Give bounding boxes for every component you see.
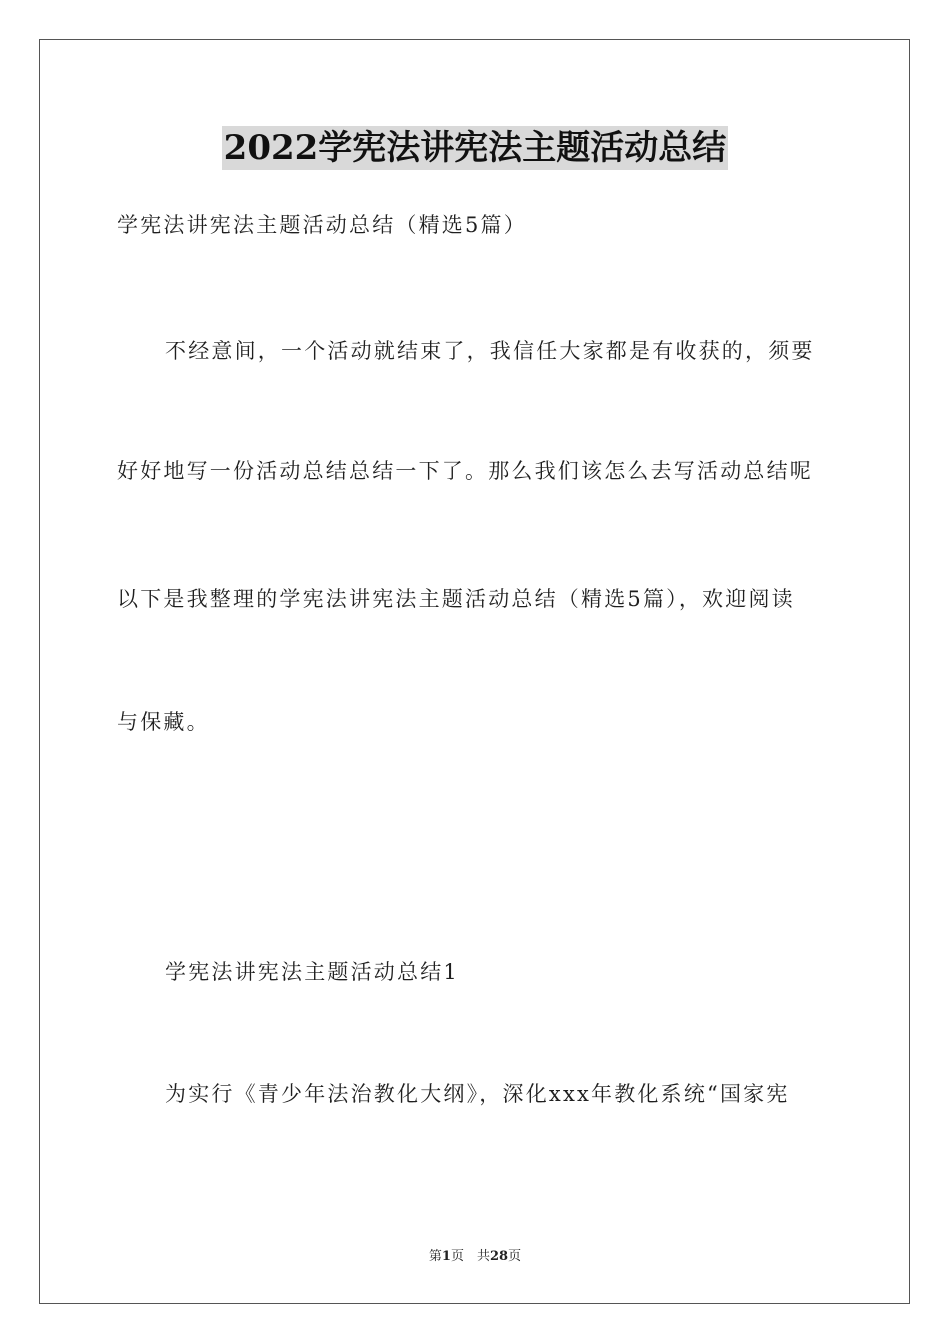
document-title: 2022学宪法讲宪法主题活动总结 xyxy=(223,128,727,168)
paragraph-line: 好好地写一份活动总结总结一下了。那么我们该怎么去写活动总结呢 xyxy=(117,459,813,483)
paragraph-line: 与保藏。 xyxy=(117,710,210,734)
footer-total-pages: 28 xyxy=(489,1249,509,1264)
page-footer xyxy=(0,1248,950,1266)
footer-mid: 页 共 xyxy=(450,1249,490,1264)
footer-page-number: 1 xyxy=(441,1249,451,1264)
document-subtitle: 学宪法讲宪法主题活动总结（精选5篇） xyxy=(117,213,527,237)
paragraph-line: 不经意间，一个活动就结束了，我信任大家都是有收获的，须要 xyxy=(165,339,815,363)
footer-prefix: 第 xyxy=(428,1249,442,1264)
section-heading: 学宪法讲宪法主题活动总结1 xyxy=(165,960,459,984)
footer-suffix: 页 xyxy=(508,1249,522,1264)
title-container xyxy=(0,126,950,170)
paragraph-line: 以下是我整理的学宪法讲宪法主题活动总结（精选5篇），欢迎阅读 xyxy=(117,587,795,611)
paragraph-line: 为实行《青少年法治教化大纲》，深化xxx年教化系统“国家宪 xyxy=(165,1082,790,1106)
